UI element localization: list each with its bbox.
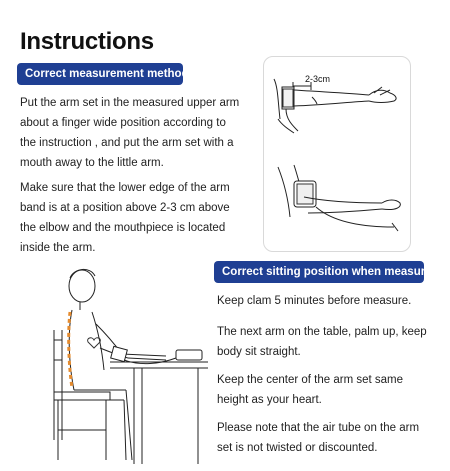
sitting-instruction-3: Keep the center of the arm set same height as your heart. xyxy=(217,374,404,406)
section-heading-sitting-position: Correct sitting position when measure xyxy=(214,261,424,283)
sitting-instruction-2: The next arm on the table, palm up, keep body sit straight. xyxy=(217,326,427,358)
sitting-instruction-4: Please note that the air tube on the arm set is not twisted or discounted. xyxy=(217,422,420,454)
arm-cuff-drawing xyxy=(264,57,412,253)
sitting-instruction-1: Keep clam 5 minutes before measure. xyxy=(217,295,412,307)
measurement-instruction-2: Make sure that the lower edge of the arm band is at a position above 2-3 cm above the elbow and the mouthpiece is located inside the arm. xyxy=(20,182,230,254)
arm-cuff-illustration xyxy=(263,56,411,252)
page-title: Instructions xyxy=(20,28,154,55)
section-heading-measurement-method: Correct measurement method xyxy=(17,63,183,85)
measurement-instruction-1: Put the arm set in the measured upper arm about a finger wide position according to the instruction , and put the arm set with a mouth away to the little arm. xyxy=(20,97,240,169)
sitting-posture-illustration xyxy=(40,260,210,465)
cuff-distance-label: 2-3cm xyxy=(305,74,331,84)
